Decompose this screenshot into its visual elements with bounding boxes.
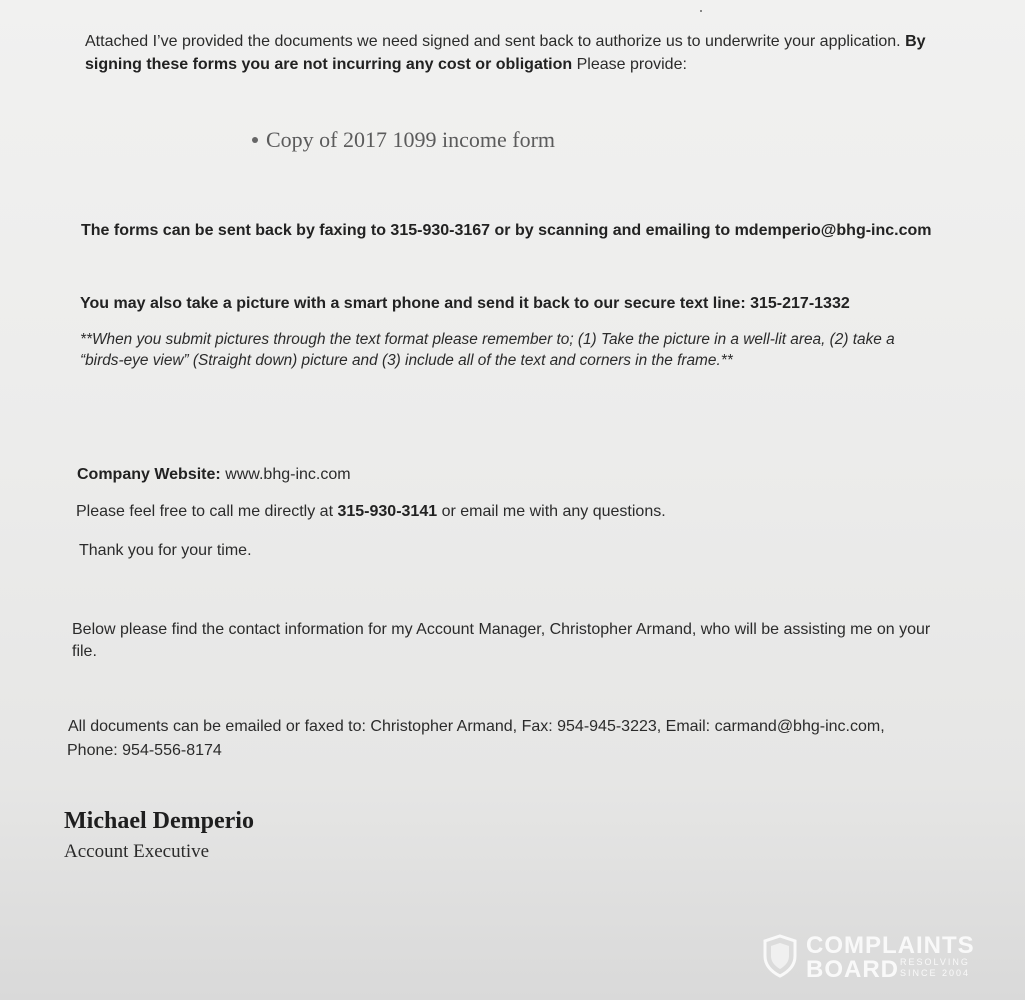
intro-line-2: [85, 54, 687, 76]
call-line: [76, 501, 666, 523]
all-documents-line-2: Phone: 954-556-8174: [67, 742, 222, 759]
return-email: mdemperio@bhg-inc.com: [734, 222, 932, 239]
please-provide-text: Please provide:: [576, 56, 687, 73]
required-document-text: Copy of 2017 1099 income form: [266, 127, 556, 152]
paper-speck: [700, 10, 702, 12]
required-document-item: [252, 127, 555, 153]
shield-icon: [762, 934, 798, 978]
forms-return-line: [81, 220, 932, 242]
account-manager-line-1: Below please find the contact information for my Account Manager, Christopher Armand, who will be assisting me on your: [72, 621, 931, 638]
watermark-line-2: BOARD: [806, 956, 899, 983]
website-label: Company Website:: [77, 466, 221, 483]
secure-text-line-number: 315-217-1332: [750, 295, 850, 312]
watermark-tagline: [900, 957, 970, 979]
intro-bold-text: By: [905, 33, 926, 50]
website-url: www.bhg-inc.com: [225, 466, 351, 483]
signer-name: Michael Demperio: [64, 808, 254, 834]
forms-return-text-mid: or by scanning and emailing to: [494, 222, 731, 239]
watermark-tag-2: SINCE 2004: [900, 968, 971, 978]
call-text-post: or email me with any questions.: [441, 503, 666, 520]
intro-text: Attached I’ve provided the documents we need signed and sent back to authorize us to underwrite your application.: [85, 33, 901, 50]
photo-note-line-2: “birds-eye view” (Straight down) picture and (3) include all of the text and corners in the frame.**: [80, 352, 733, 369]
direct-phone: 315-930-3141: [337, 503, 438, 520]
watermark-line-1: COMPLAINTS: [806, 932, 975, 959]
signer-title: Account Executive: [64, 841, 210, 862]
intro-line-1: [85, 31, 926, 53]
smartphone-line: [80, 293, 850, 315]
bullet-icon: [252, 137, 258, 143]
company-website-line: [77, 464, 351, 486]
complaints-board-watermark: [762, 932, 1002, 982]
smartphone-text: You may also take a picture with a smart phone and send it back to our secure text line:: [80, 295, 746, 312]
all-documents-line-1: All documents can be emailed or faxed to: Christopher Armand, Fax: 954-945-3223, Email: carmand@bhg-inc.com,: [68, 718, 885, 735]
thank-you-line: Thank you for your time.: [79, 542, 252, 559]
watermark-tag-1: RESOLVING: [900, 957, 970, 967]
forms-return-text: The forms can be sent back by faxing to: [81, 222, 386, 239]
fax-number: 315-930-3167: [390, 222, 491, 239]
call-text: Please feel free to call me directly at: [76, 503, 334, 520]
no-cost-statement: signing these forms you are not incurring any cost or obligation: [85, 56, 573, 73]
account-manager-line-2: file.: [72, 643, 97, 660]
photo-note-line-1: **When you submit pictures through the text format please remember to; (1) Take the picture in a well-lit area, (2) take a: [80, 331, 895, 348]
